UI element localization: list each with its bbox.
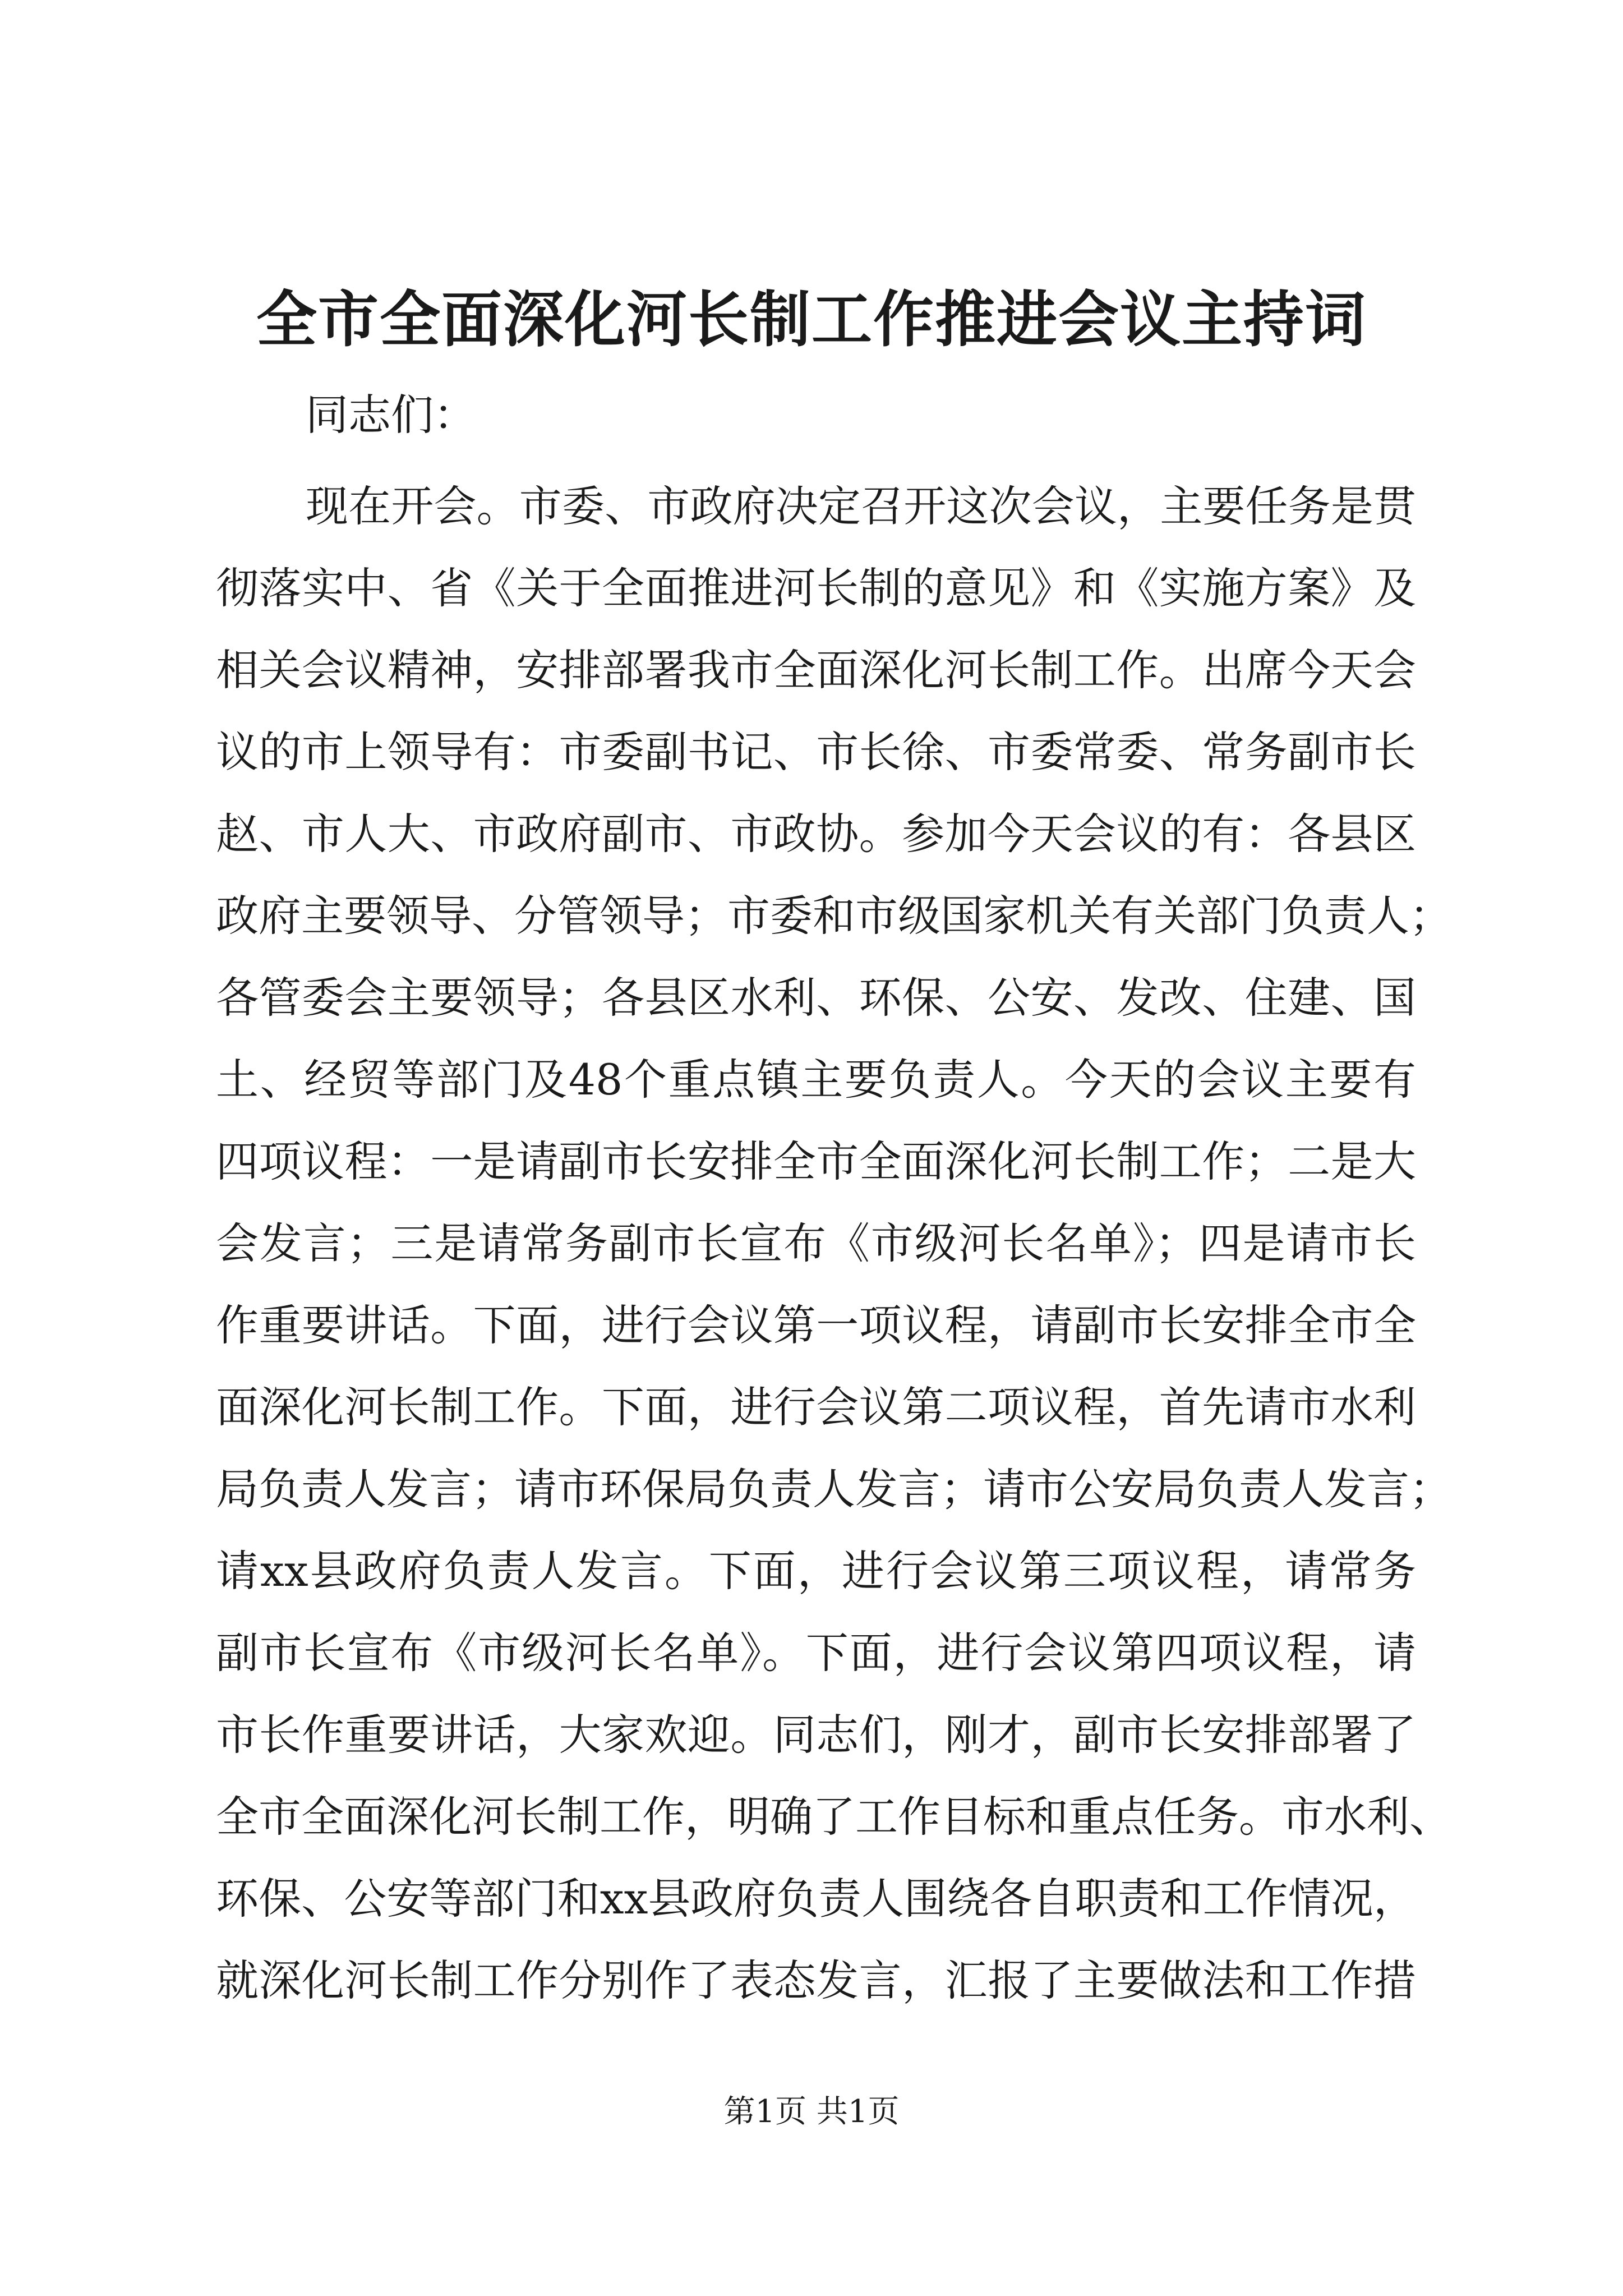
body-line: 赵、市人大、市政府副市、市政协。参加今天会议的有：各县区	[216, 809, 1416, 859]
body-line: 彻落实中、省《关于全面推进河长制的意见》和《实施方案》及	[216, 563, 1416, 613]
body-line: 政府主要领导、分管领导；市委和市级国家机关有关部门负责人；	[216, 891, 1452, 941]
body-line: 局负责人发言；请市环保局负责人发言；请市公安局负责人发言；	[216, 1464, 1452, 1514]
document-title: 全市全面深化河长制工作推进会议主持词	[256, 284, 1367, 355]
body-line: 各管委会主要领导；各县区水利、环保、公安、发改、住建、国	[216, 973, 1416, 1023]
body-line: 土、经贸等部门及48个重点镇主要负责人。今天的会议主要有	[216, 1055, 1416, 1105]
body-line: 全市全面深化河长制工作，明确了工作目标和重点任务。市水利、	[216, 1792, 1452, 1842]
body-line: 面深化河长制工作。下面，进行会议第二项议程，首先请市水利	[216, 1382, 1416, 1432]
body-line: 请xx县政府负责人发言。下面，进行会议第三项议程，请常务	[216, 1546, 1416, 1596]
body-line: 相关会议精神，安排部署我市全面深化河长制工作。出席今天会	[216, 645, 1416, 695]
body-line: 作重要讲话。下面，进行会议第一项议程，请副市长安排全市全	[216, 1300, 1416, 1350]
body-line: 会发言；三是请常务副市长宣布《市级河长名单》；四是请市长	[216, 1218, 1416, 1268]
body-line: 副市长宣布《市级河长名单》。下面，进行会议第四项议程，请	[216, 1628, 1416, 1678]
body-line: 市长作重要讲话，大家欢迎。同志们，刚才，副市长安排部署了	[216, 1710, 1416, 1760]
body-text	[216, 466, 1452, 2022]
body-line: 就深化河长制工作分别作了表态发言，汇报了主要做法和工作措	[216, 1955, 1416, 2005]
salutation: 同志们：	[306, 390, 476, 440]
body-line: 环保、公安等部门和xx县政府负责人围绕各自职责和工作情况，	[216, 1874, 1416, 1924]
body-line: 四项议程：一是请副市长安排全市全面深化河长制工作；二是大	[216, 1137, 1416, 1186]
body-line: 现在开会。市委、市政府决定召开这次会议，主要任务是贯	[306, 481, 1416, 531]
body-line: 议的市上领导有：市委副书记、市长徐、市委常委、常务副市长	[216, 727, 1416, 777]
page-footer: 第1页 共1页	[723, 2093, 900, 2130]
